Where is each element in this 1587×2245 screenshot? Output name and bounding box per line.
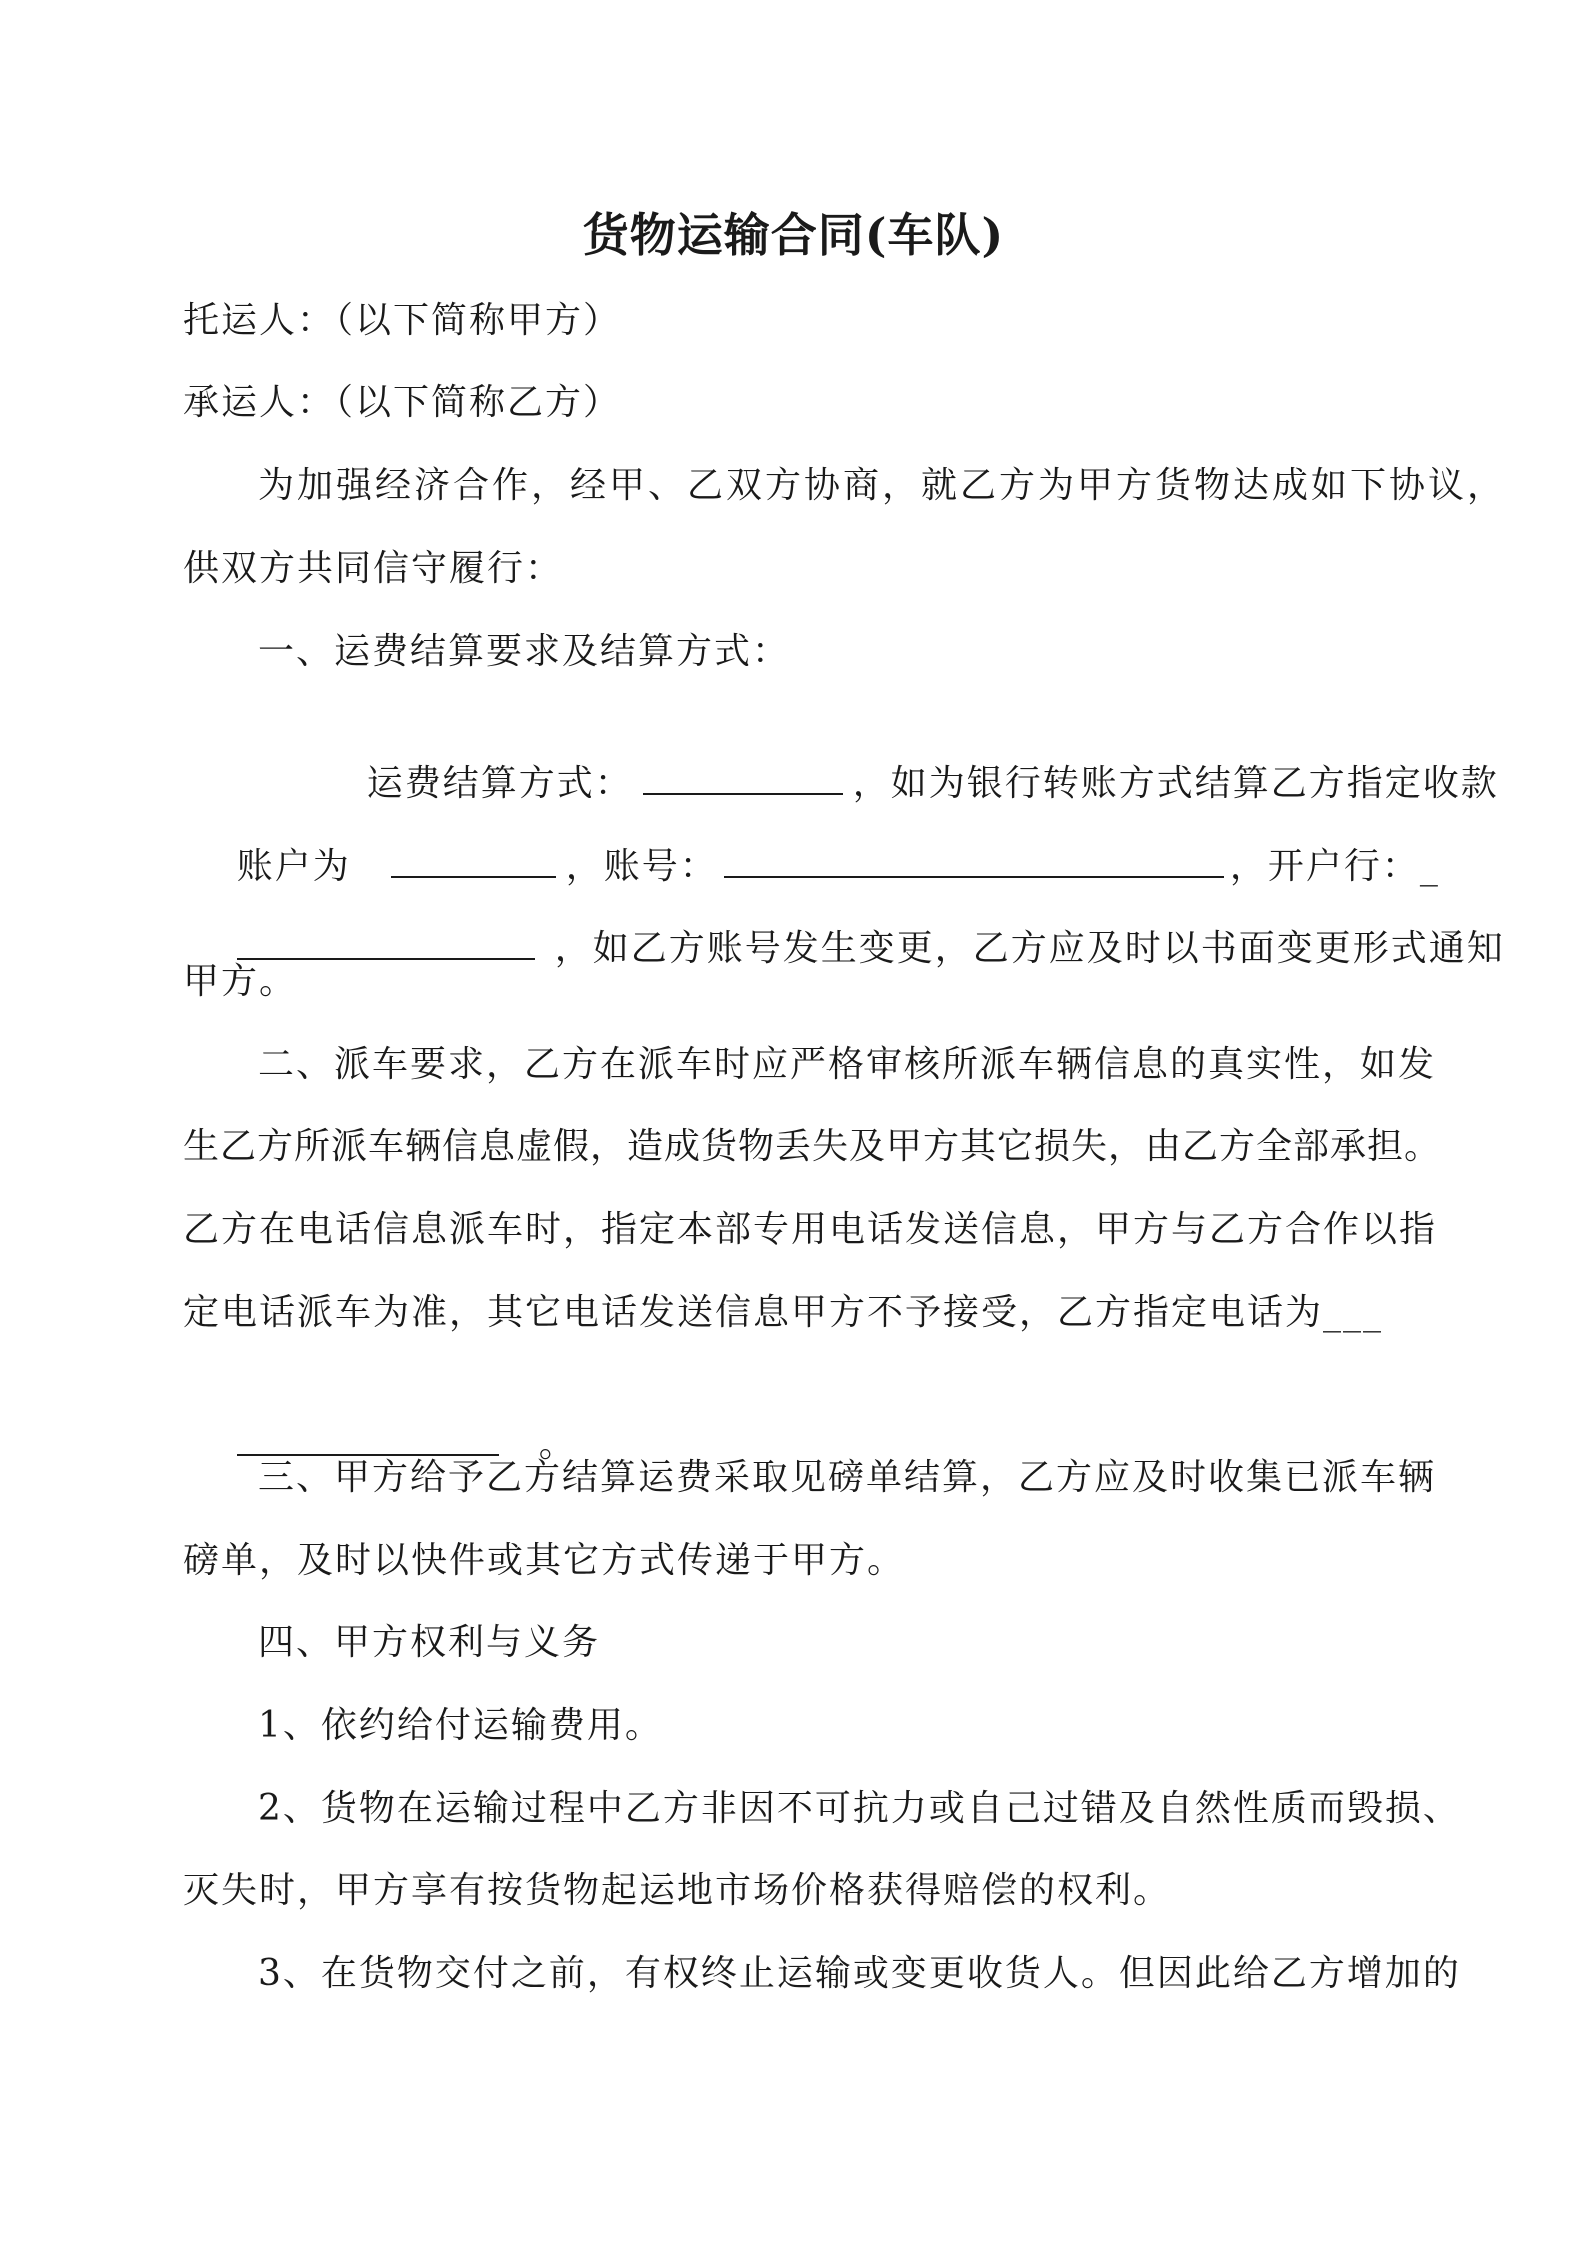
section-2-line-3: 乙方在电话信息派车时，指定本部专用电话发送信息，甲方与乙方合作以指 (183, 1209, 1438, 1250)
section-2-line-2: 生乙方所派车辆信息虚假，造成货物丢失及甲方其它损失，由乙方全部承担。 (183, 1126, 1442, 1167)
settlement-method-blank (643, 759, 843, 795)
contract-title: 货物运输合同(车队) (582, 208, 1005, 262)
settlement-method-label: 运费结算方式： (366, 763, 633, 804)
bank-label: ，开户行：_ (1229, 846, 1440, 887)
section-4-heading: 四、甲方权利与义务 (258, 1622, 601, 1663)
section-3-line-2: 磅单，及时以快件或其它方式传递于甲方。 (183, 1540, 906, 1581)
intro-paragraph-line-2: 供双方共同信守履行： (183, 548, 564, 589)
section-2-line-4: 定电话派车为准，其它电话发送信息甲方不予接受，乙方指定电话为___ (183, 1292, 1384, 1333)
phone-line-end: 。 (538, 1424, 577, 1465)
section-4-item-2-line-1: 2、货物在运输过程中乙方非因不可抗力或自己过错及自然性质而毁损、 (258, 1788, 1461, 1829)
section-1-end-line: 甲方。 (183, 961, 298, 1002)
bank-name-blank (237, 924, 535, 960)
settlement-method-text: ，如为银行转账方式结算乙方指定收款 (852, 763, 1499, 804)
bank-continuation-line (183, 874, 1505, 1024)
account-change-text: ，如乙方账号发生变更，乙方应及时以书面变更形式通知 (554, 928, 1505, 969)
account-holder-blank (391, 842, 556, 878)
section-4-item-3: 3、在货物交付之前，有权终止运输或变更收货人。但因此给乙方增加的 (258, 1953, 1461, 1994)
intro-paragraph-line-1: 为加强经济合作，经甲、乙双方协商，就乙方为甲方货物达成如下协议， (258, 465, 1507, 506)
section-1-heading: 一、运费结算要求及结算方式： (258, 631, 791, 672)
section-2-line-1: 二、派车要求，乙方在派车时应严格审核所派车辆信息的真实性，如发 (258, 1044, 1437, 1085)
section-4-item-2-line-2: 灭失时，甲方享有按货物起运地市场价格获得赔偿的权利。 (183, 1870, 1172, 1911)
section-4-item-1: 1、依约给付运输费用。 (258, 1705, 663, 1746)
account-holder-label: 账户为 (236, 846, 351, 887)
phone-number-blank (237, 1420, 499, 1456)
carrier-line: 承运人：（以下简称乙方） (183, 382, 622, 423)
section-3-line-1: 三、甲方给予乙方结算运费采取见磅单结算，乙方应及时收集已派车辆 (258, 1457, 1437, 1498)
account-number-label: ，账号： (565, 846, 718, 887)
shipper-line: 托运人：（以下简称甲方） (183, 300, 622, 341)
account-number-blank (724, 842, 1224, 878)
